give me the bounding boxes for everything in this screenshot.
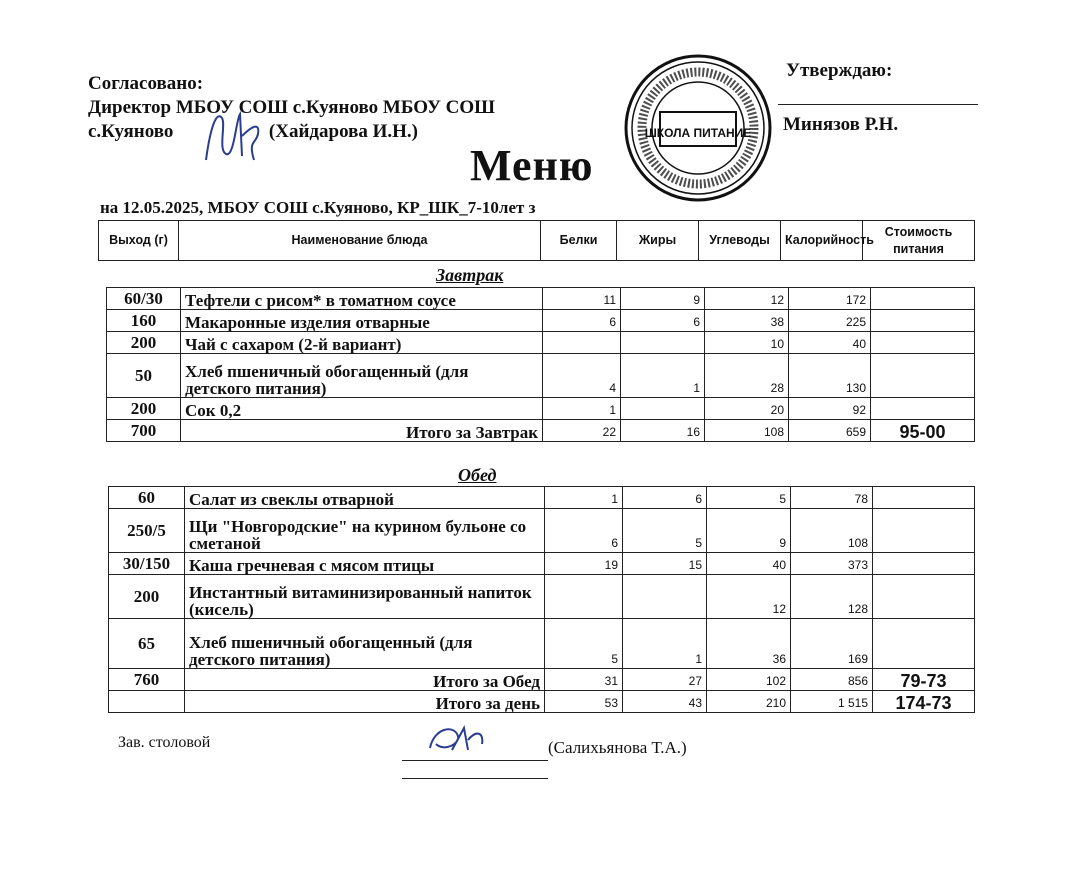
stamp-center-text: ШКОЛА ПИТАНИЕ xyxy=(644,126,752,140)
col-cost: Стоимость питания xyxy=(863,221,975,261)
dish-name-cell: Сок 0,2 xyxy=(181,398,543,420)
total-row xyxy=(107,420,975,442)
carbs-cell: 9 xyxy=(707,509,791,553)
cost-cell xyxy=(873,509,975,553)
total-fat-cell: 16 xyxy=(621,420,705,442)
total-row xyxy=(109,669,975,691)
fat-cell xyxy=(623,575,707,619)
carbs-cell: 10 xyxy=(705,332,789,354)
cost-cell xyxy=(871,310,975,332)
protein-cell: 1 xyxy=(545,487,623,509)
kcal-cell: 172 xyxy=(789,288,871,310)
dish-name-cell: Чай с сахаром (2-й вариант) xyxy=(181,332,543,354)
cost-cell xyxy=(873,575,975,619)
approve-label: Утверждаю: xyxy=(786,60,893,81)
day-total-row xyxy=(109,691,975,713)
day-total-carbs-cell: 210 xyxy=(707,691,791,713)
protein-cell: 19 xyxy=(545,553,623,575)
agreement-block xyxy=(88,72,495,144)
col-fat: Жиры xyxy=(617,221,699,261)
breakfast-table xyxy=(106,287,975,442)
kcal-cell: 92 xyxy=(789,398,871,420)
canteen-head-label: Зав. столовой xyxy=(118,734,211,751)
yield-cell: 65 xyxy=(109,619,185,669)
menu-header-table xyxy=(98,220,975,261)
table-row xyxy=(107,332,975,354)
approver-name: Минязов Р.Н. xyxy=(783,114,899,135)
fat-cell: 1 xyxy=(623,619,707,669)
dish-name-cell: Хлеб пшеничный обогащенный (для детского питания) xyxy=(181,354,543,398)
yield-cell: 30/150 xyxy=(109,553,185,575)
protein-cell xyxy=(543,332,621,354)
cost-cell xyxy=(871,288,975,310)
total-carbs-cell: 102 xyxy=(707,669,791,691)
canteen-signature-line xyxy=(402,760,548,761)
approve-signature-line xyxy=(778,104,978,105)
yield-cell: 250/5 xyxy=(109,509,185,553)
day-total-label-cell: Итого за день xyxy=(185,691,545,713)
lunch-section-label: Обед xyxy=(458,465,497,485)
total-yield-cell: 700 xyxy=(107,420,181,442)
fat-cell: 9 xyxy=(621,288,705,310)
cost-cell xyxy=(873,553,975,575)
total-protein-cell: 31 xyxy=(545,669,623,691)
director-signature-icon xyxy=(196,100,276,172)
total-kcal-cell: 659 xyxy=(789,420,871,442)
yield-cell: 50 xyxy=(107,354,181,398)
total-carbs-cell: 108 xyxy=(705,420,789,442)
kcal-cell: 373 xyxy=(791,553,873,575)
total-kcal-cell: 856 xyxy=(791,669,873,691)
dish-name-cell: Щи "Новгородские" на курином бульоне со сметаной xyxy=(185,509,545,553)
kcal-cell: 108 xyxy=(791,509,873,553)
day-total-fat-cell: 43 xyxy=(623,691,707,713)
dish-name-cell: Инстантный витаминизированный напиток (кисель) xyxy=(185,575,545,619)
fat-cell xyxy=(621,398,705,420)
kcal-cell: 78 xyxy=(791,487,873,509)
day-total-yield-cell xyxy=(109,691,185,713)
protein-cell: 11 xyxy=(543,288,621,310)
kcal-cell: 130 xyxy=(789,354,871,398)
protein-cell: 1 xyxy=(543,398,621,420)
yield-cell: 60 xyxy=(109,487,185,509)
carbs-cell: 12 xyxy=(705,288,789,310)
dish-name-cell: Макаронные изделия отварные xyxy=(181,310,543,332)
fat-cell xyxy=(621,332,705,354)
col-protein: Белки xyxy=(541,221,617,261)
carbs-cell: 20 xyxy=(705,398,789,420)
table-row xyxy=(107,354,975,398)
cost-cell xyxy=(871,354,975,398)
table-row xyxy=(107,288,975,310)
yield-cell: 160 xyxy=(107,310,181,332)
yield-cell: 200 xyxy=(109,575,185,619)
fat-cell: 15 xyxy=(623,553,707,575)
col-yield: Выход (г) xyxy=(99,221,179,261)
page-title: Меню xyxy=(470,141,594,190)
canteen-head-name: (Салихьянова Т.А.) xyxy=(548,738,687,757)
table-row xyxy=(109,619,975,669)
kcal-cell: 40 xyxy=(789,332,871,354)
table-row xyxy=(107,310,975,332)
cost-cell xyxy=(873,619,975,669)
carbs-cell: 36 xyxy=(707,619,791,669)
table-row xyxy=(107,398,975,420)
dish-name-cell: Салат из свеклы отварной xyxy=(185,487,545,509)
cost-cell xyxy=(873,487,975,509)
menu-subtitle: на 12.05.2025, МБОУ СОШ с.Куяново, КР_ШК_7-10лет з xyxy=(100,198,536,217)
protein-cell: 5 xyxy=(545,619,623,669)
agreed-label: Согласовано: xyxy=(88,73,204,94)
lunch-table xyxy=(108,486,975,713)
table-row xyxy=(109,575,975,619)
cost-cell xyxy=(871,332,975,354)
yield-cell: 200 xyxy=(107,398,181,420)
table-row xyxy=(109,553,975,575)
table-row xyxy=(109,487,975,509)
day-total-kcal-cell: 1 515 xyxy=(791,691,873,713)
total-cost-cell: 95-00 xyxy=(871,420,975,442)
yield-cell: 60/30 xyxy=(107,288,181,310)
carbs-cell: 28 xyxy=(705,354,789,398)
yield-cell: 200 xyxy=(107,332,181,354)
carbs-cell: 5 xyxy=(707,487,791,509)
carbs-cell: 12 xyxy=(707,575,791,619)
fat-cell: 1 xyxy=(621,354,705,398)
total-fat-cell: 27 xyxy=(623,669,707,691)
protein-cell: 4 xyxy=(543,354,621,398)
carbs-cell: 40 xyxy=(707,553,791,575)
fat-cell: 6 xyxy=(621,310,705,332)
director-name: (Хайдарова И.Н.) xyxy=(268,121,419,142)
canteen-second-line xyxy=(402,778,548,779)
fat-cell: 5 xyxy=(623,509,707,553)
day-total-protein-cell: 53 xyxy=(545,691,623,713)
dish-name-cell: Каша гречневая с мясом птицы xyxy=(185,553,545,575)
director-line3 xyxy=(88,120,495,144)
protein-cell: 6 xyxy=(543,310,621,332)
breakfast-section-label: Завтрак xyxy=(436,265,504,285)
kcal-cell: 169 xyxy=(791,619,873,669)
day-total-cost-cell: 174-73 xyxy=(873,691,975,713)
dish-name-cell: Тефтели с рисом* в томатном соусе xyxy=(181,288,543,310)
total-yield-cell: 760 xyxy=(109,669,185,691)
protein-cell: 6 xyxy=(545,509,623,553)
total-label-cell: Итого за Завтрак xyxy=(181,420,543,442)
fat-cell: 6 xyxy=(623,487,707,509)
total-protein-cell: 22 xyxy=(543,420,621,442)
col-carbs: Углеводы xyxy=(699,221,781,261)
col-dish-name: Наименование блюда xyxy=(179,221,541,261)
table-row xyxy=(109,509,975,553)
director-village: с.Куяново xyxy=(88,121,174,142)
col-kcal: Калорийность xyxy=(781,221,863,261)
canteen-signature-icon xyxy=(424,722,490,758)
total-label-cell: Итого за Обед xyxy=(185,669,545,691)
cost-cell xyxy=(871,398,975,420)
total-cost-cell: 79-73 xyxy=(873,669,975,691)
kcal-cell: 128 xyxy=(791,575,873,619)
protein-cell xyxy=(545,575,623,619)
kcal-cell: 225 xyxy=(789,310,871,332)
dish-name-cell: Хлеб пшеничный обогащенный (для детского питания) xyxy=(185,619,545,669)
director-title: Директор МБОУ СОШ с.Куяново МБОУ СОШ xyxy=(88,97,496,118)
carbs-cell: 38 xyxy=(705,310,789,332)
official-stamp-icon xyxy=(622,52,774,204)
